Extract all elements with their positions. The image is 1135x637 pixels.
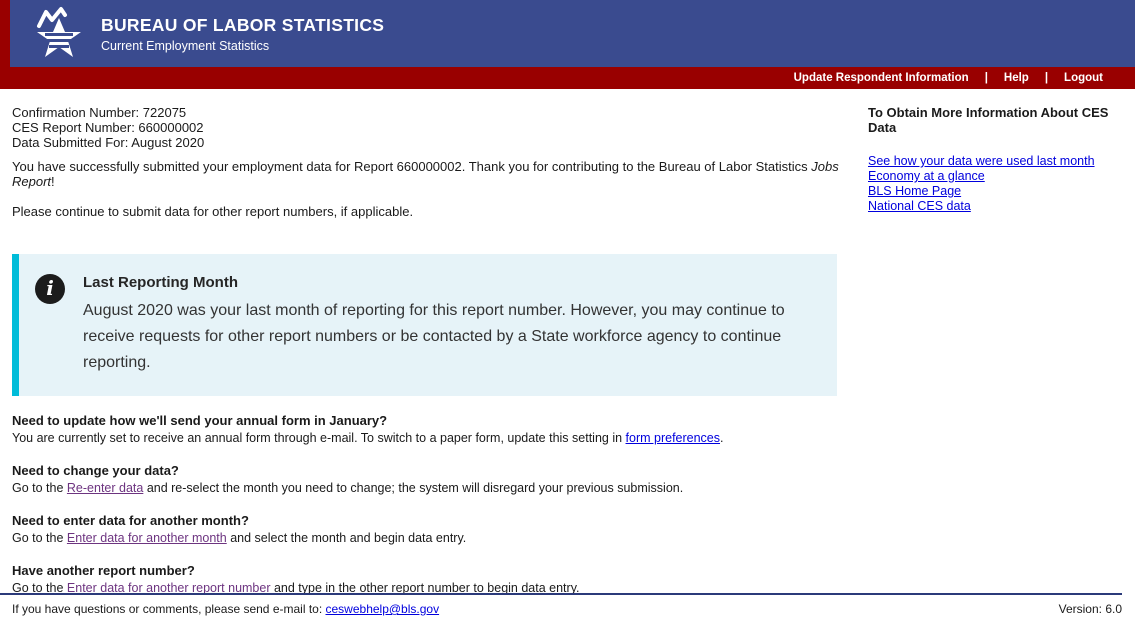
sidebar [868,105,1130,613]
sidebar-link-economy-at-a-glance[interactable]: Economy at a glance [868,169,985,183]
notice-title: Last Reporting Month [83,274,238,291]
sidebar-link-bls-home-page[interactable]: BLS Home Page [868,184,962,198]
data-submitted-for-line: Data Submitted For: August 2020 [12,135,205,150]
form-preferences-link[interactable]: form preferences [625,431,721,445]
footer [0,593,1122,616]
section-annual-form-text: You are currently set to receive an annual form through e-mail. To switch to a paper form, update this setting in [12,431,626,445]
action-sections [12,413,840,595]
enter-data-another-report-link[interactable]: Enter data for another report number [66,581,271,595]
notice-body: August 2020 was your last month of reporting for this report number. However, you may continue to receive requests for other report numbers or be contacted by a State workforce agency to continue reporting. [83,302,785,371]
continue-message: Please continue to submit data for other report numbers, if applicable. [12,204,414,219]
section-change-data-text-end: and re-select the month you need to change; the system will disregard your previous submission. [143,481,684,495]
version-label: Version: 6.0 [1058,602,1122,616]
nav-help[interactable]: Help [1003,72,1029,84]
bls-star-logo-icon [30,5,88,63]
footer-help-text-label: If you have questions or comments, please send e-mail to: [12,602,326,616]
sidebar-link-national-ces-data[interactable]: National CES data [868,199,971,213]
success-message-text: You have successfully submitted your employment data for Report 660000002. Thank you for contributing to the Bureau of Labor Statistics [12,159,812,174]
section-annual-form-heading: Need to update how we'll send your annual form in January? [12,413,388,428]
ces-report-number-line: CES Report Number: 660000002 [12,120,204,135]
section-another-month-text-end: and select the month and begin data entry. [226,531,467,545]
header-title-block [101,15,384,53]
section-another-month-heading: Need to enter data for another month? [12,513,249,528]
sidebar-link-data-used-last-month[interactable]: See how your data were used last month [868,154,1095,168]
section-another-month [12,513,840,545]
section-another-month-text: Go to the [12,531,67,545]
section-another-report-heading: Have another report number? [12,563,195,578]
section-change-data-body [12,481,840,495]
info-icon: i [35,274,65,304]
app-title: BUREAU OF LABOR STATISTICS [101,14,385,35]
page-content [0,89,1135,613]
re-enter-data-link[interactable]: Re-enter data [66,481,144,495]
jobs-report-italic: Jobs Report [12,159,839,189]
section-another-report-text-end: and type in the other report number to begin data entry. [270,581,580,595]
nav-logout[interactable]: Logout [1064,72,1103,84]
section-change-data-text: Go to the [12,481,67,495]
section-another-report-text: Go to the [12,581,67,595]
section-change-data [12,463,840,495]
footer-help-text [12,602,439,616]
notice-text-block [83,272,813,376]
success-message-end: ! [51,174,55,189]
top-banner [0,0,1135,89]
section-another-report [12,563,840,595]
main-column [12,105,840,613]
app-subtitle: Current Employment Statistics [101,38,270,53]
utility-nav [0,67,1135,89]
last-reporting-month-notice [12,254,837,396]
enter-data-another-month-link[interactable]: Enter data for another month [66,531,227,545]
section-change-data-heading: Need to change your data? [12,463,179,478]
nav-update-respondent-info[interactable]: Update Respondent Information [793,72,969,84]
success-message [12,159,840,189]
sidebar-heading: To Obtain More Information About CES Data [868,105,1109,135]
section-annual-form-text-end: . [720,431,724,445]
nav-separator: | [1044,72,1049,84]
section-annual-form [12,413,840,445]
header [10,0,1135,67]
confirmation-number-line: Confirmation Number: 722075 [12,105,187,120]
section-annual-form-body [12,431,840,445]
nav-separator: | [984,72,988,84]
ceswebhelp-email-link[interactable]: ceswebhelp@bls.gov [325,602,440,616]
section-another-month-body [12,531,840,545]
